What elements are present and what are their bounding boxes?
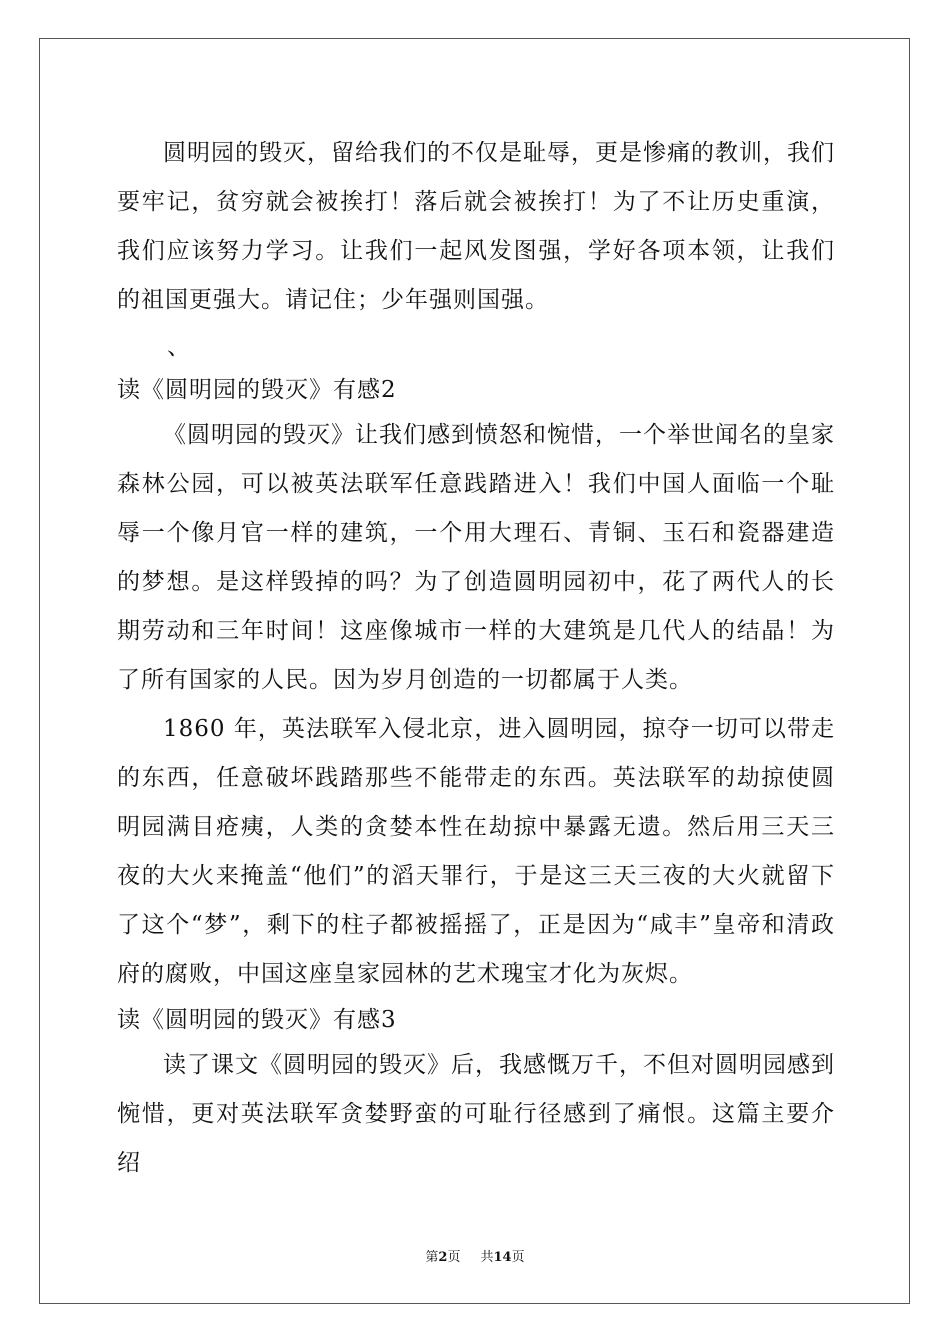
footer-page-prefix: 第 [425, 1250, 439, 1265]
footer-total-suffix: 页 [511, 1250, 525, 1265]
footer-total-prefix: 共 [480, 1250, 494, 1265]
footer-page-suffix: 页 [447, 1250, 461, 1265]
paragraph-4: 读了课文《圆明园的毁灭》后，我感慨万千，不但对圆明园感到惋惜，更对英法联军贪婪野蛮的可耻行径感到了痛恨。这篇主要介绍 [117, 1052, 835, 1176]
paragraph-1: 圆明园的毁灭，留给我们的不仅是耻辱，更是惨痛的教训，我们要牢记，贫穷就会被挨打！落后就会被挨打！为了不让历史重演，我们应该努力学习。让我们一起风发图强，学好各项本领，让我们的祖国更强大。请记住；少年强则国强。 [117, 140, 835, 313]
page-footer [0, 1246, 950, 1265]
section-heading-2: 读《圆明园的毁灭》有感2 [117, 377, 397, 403]
footer-total-pages: 14 [493, 1250, 512, 1265]
paragraph-2: 《圆明园的毁灭》让我们感到愤怒和惋惜，一个举世闻名的皇家森林公园，可以被英法联军任意践踏进入！我们中国人面临一个耻辱一个像月官一样的建筑，一个用大理石、青铜、玉石和瓷器建造的梦想。是这样毁掉的吗？为了创造圆明园初中，花了两代人的长期劳动和三年时间！这座像城市一样的大建筑是几代人的结晶！为了所有国家的人民。因为岁月创造的一切都属于人类。 [117, 422, 835, 693]
document-body [117, 129, 835, 1188]
separator-mark: 、 [167, 334, 190, 360]
paragraph-3: 1860 年，英法联军入侵北京，进入圆明园，掠夺一切可以带走的东西，任意破坏践踏那些不能带走的东西。英法联军的劫掠使圆明园满目疮痍，人类的贪婪本性在劫掠中暴露无遗。然后用三天三夜的大火来掩盖“他们”的滔天罪行，于是这三天三夜的大火就留下了这个“梦”，剩下的柱子都被摇摇了，正是因为“咸丰”皇帝和清政府的腐败，中国这座皇家园林的艺术瑰宝才化为灰烬。 [117, 716, 835, 987]
section-heading-3: 读《圆明园的毁灭》有感3 [117, 1007, 397, 1033]
footer-page-number: 2 [438, 1250, 448, 1265]
